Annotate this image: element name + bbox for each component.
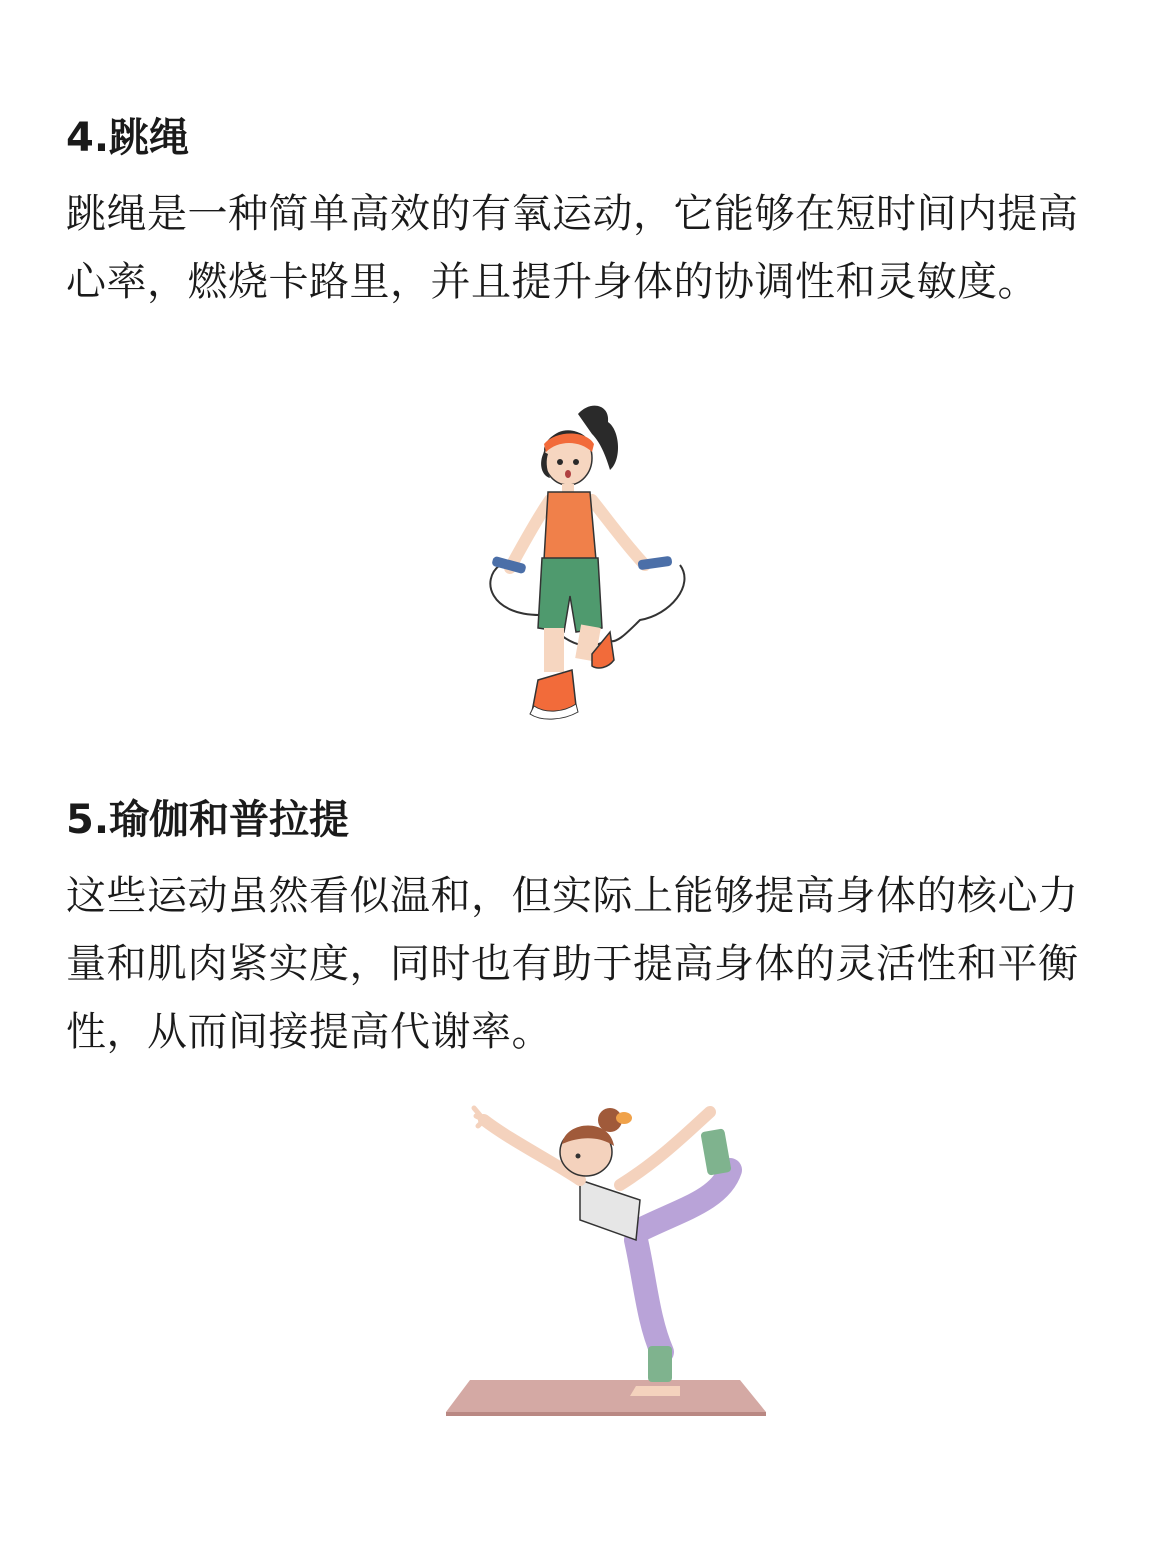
jump-rope-girl-illustration (480, 400, 700, 730)
section-jump-rope (66, 115, 1116, 316)
section-body: 跳绳是一种简单高效的有氧运动，它能够在短时间内提高心率，燃烧卡路里，并且提升身体的协调性和灵敏度。 (66, 191, 1079, 305)
section-title: 5.瑜伽和普拉提 (66, 797, 350, 843)
section-title: 4.跳绳 (66, 115, 190, 161)
yoga-dancer-pose-illustration (440, 1090, 780, 1420)
section-yoga-pilates (66, 797, 1116, 1066)
section-body: 这些运动虽然看似温和，但实际上能够提高身体的核心力量和肌肉紧实度，同时也有助于提高身体的灵活性和平衡性，从而间接提高代谢率。 (66, 873, 1079, 1055)
